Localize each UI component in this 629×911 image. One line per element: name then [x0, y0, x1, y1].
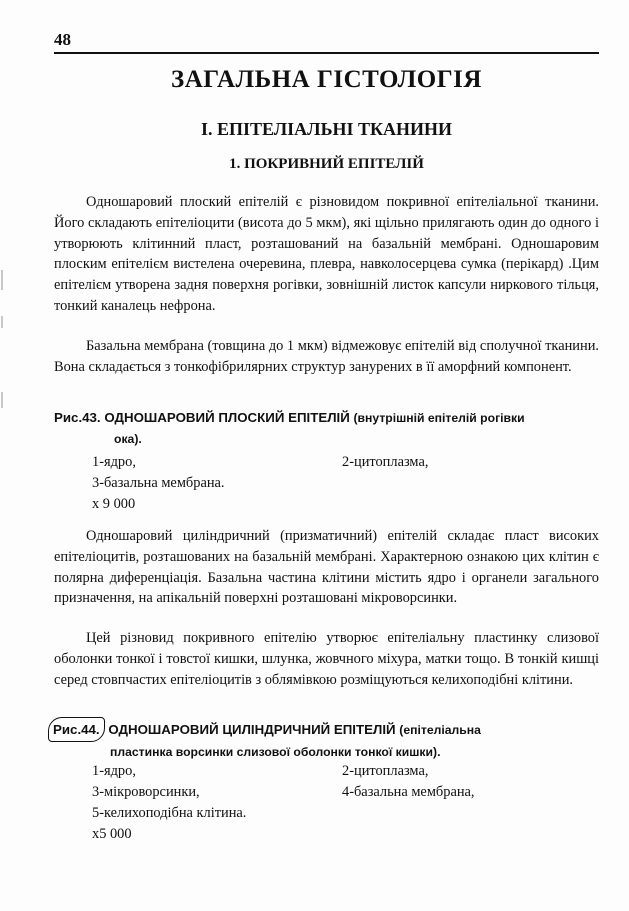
legend-item: 3-мікроворсинки, — [92, 784, 200, 800]
page-number: 48 — [54, 30, 71, 49]
figure-44-title: ОДНОШАРОВИЙ ЦИЛІНДРИЧНИЙ ЕПІТЕЛІЙ — [108, 722, 396, 737]
legend-item: 1-ядро, — [92, 763, 136, 779]
paragraph-columnar-locations: Цей різновид покривного епітелію утворює епітеліальну пластинку слизової оболонки тонкої і товстої кишки, шлунка, жовчного міхура, матки тощо. В тонкій кишці серед стовпчастих епітеліоцитів з облямівкою розміщуються келихоподібні клітини. — [54, 630, 599, 688]
figure-44-label: Рис.44. — [48, 717, 105, 742]
legend-item: 2-цитоплазма, — [342, 763, 429, 779]
figure-43-caption — [54, 407, 599, 450]
scan-artifact — [1, 316, 3, 328]
legend-item: 2-цитоплазма, — [342, 454, 429, 470]
figure-44-legend — [92, 761, 592, 845]
paragraph-basal-membrane: Базальна мембрана (товщина до 1 мкм) відмежовує епітелій від сполучної тканини. Вона складається з тонкофібрилярних структур занурених в її аморфний компонент. — [54, 338, 599, 375]
chapter-title: ЗАГАЛЬНА ГІСТОЛОГІЯ — [171, 66, 482, 93]
magnification: х5 000 — [92, 826, 132, 842]
legend-item: 3-базальна мембрана. — [92, 475, 225, 491]
header-rule — [54, 52, 599, 54]
subsection-title: 1. ПОКРИВНИЙ ЕПІТЕЛІЙ — [229, 156, 424, 172]
figure-43-subtitle-end: ока). — [114, 432, 142, 446]
figure-44-subtitle-start: (епітеліальна — [399, 723, 481, 737]
paragraph-columnar-epithelium: Одношаровий циліндричний (призматичний) епітелій складає пласт високих епітеліоцитів, розташованих на базальній мембрані. Характерною ознакою цих клітин є полярна диференціація. Базальна частина клітини містить ядро і органели загального призначення, на апікальній поверхні розташовані мікроворсинки. — [54, 528, 599, 607]
magnification: х 9 000 — [92, 496, 136, 512]
section-title: І. ЕПІТЕЛІАЛЬНІ ТКАНИНИ — [200, 119, 453, 139]
legend-item: 4-базальна мембрана, — [342, 784, 475, 800]
scan-artifact — [1, 392, 3, 408]
figure-44-subtitle-end: пластинка ворсинки слизової оболонки тонкої кишки). — [110, 745, 441, 759]
figure-43-label: Рис.43. — [54, 410, 101, 425]
scan-artifact — [1, 270, 3, 290]
legend-item: 5-келихоподібна клітина. — [92, 805, 247, 821]
paragraph-squamous-epithelium: Одношаровий плоский епітелій є різновидом покривної епітеліальної тканини. Його складають епітеліоцити (висота до 5 мкм), які щільно прилягають один до одного і утворюють клітинний пласт, розташований на базальній мембрані. Одношаровим плоским епітелієм вистелена очеревина, плевра, навколосерцева сумка (перікард) .Цим епітелієм утворена задня поверхня рогівки, зовнішній листок капсули ниркового тільця, тонкий каналець нефрона. — [54, 194, 599, 314]
figure-44-caption — [48, 717, 599, 763]
figure-43-legend — [92, 452, 592, 515]
figure-43-title: ОДНОШАРОВИЙ ПЛОСКИЙ ЕПІТЕЛІЙ — [104, 410, 350, 425]
legend-item: 1-ядро, — [92, 454, 136, 470]
figure-43-subtitle-start: (внутрішній епітелій рогівки — [353, 411, 525, 425]
